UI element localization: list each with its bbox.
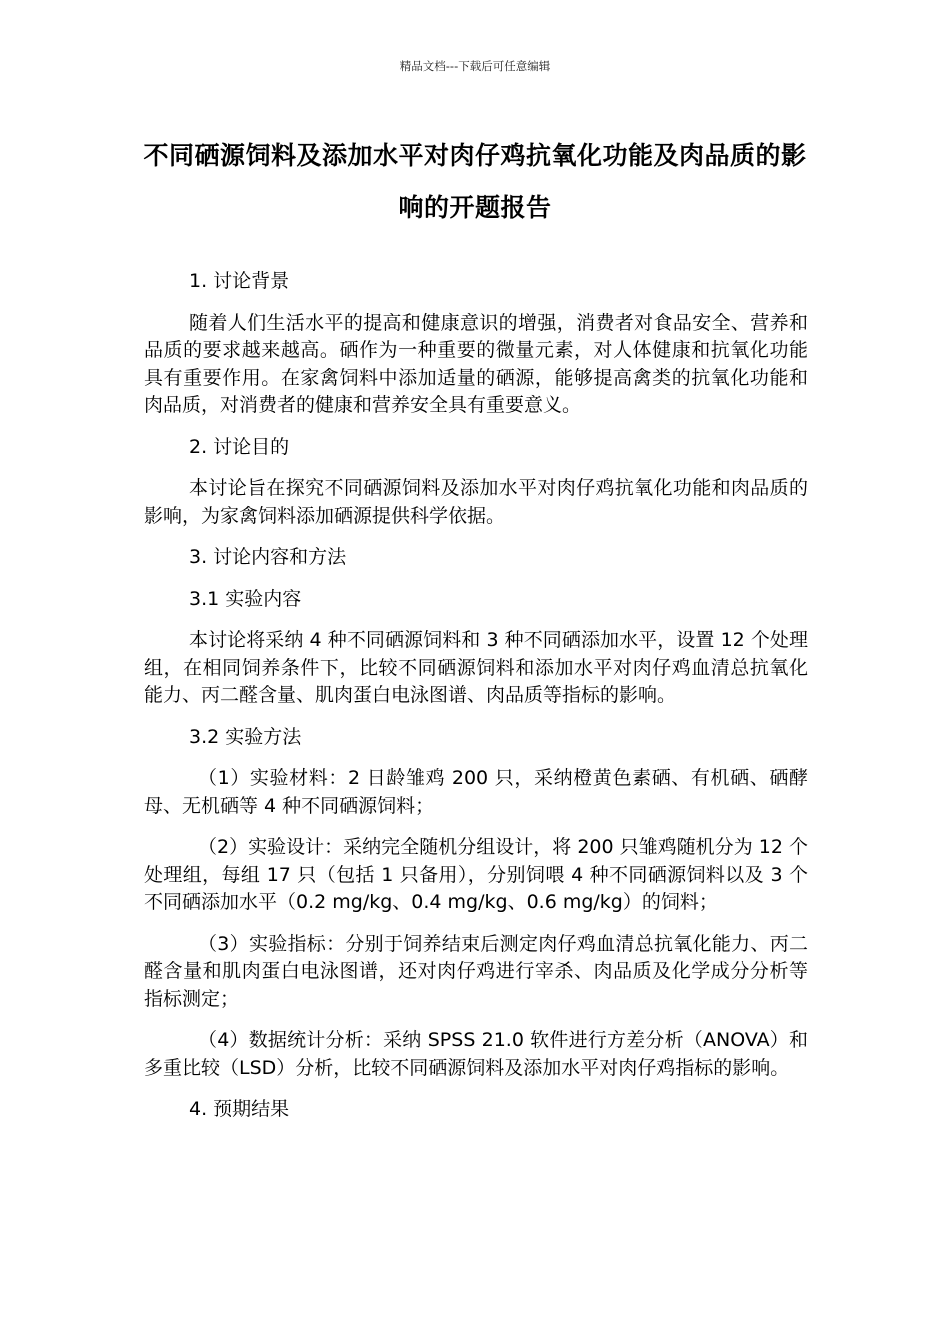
section-heading-background: 1. 讨论背景 — [189, 270, 290, 292]
section-heading-content-method: 3. 讨论内容和方法 — [189, 546, 347, 568]
document-title: 不同硒源饲料及添加水平对肉仔鸡抗氧化功能及肉品质的影响的开题报告 — [143, 141, 807, 222]
background-paragraph: 随着人们生活水平的提高和健康意识的增强，消费者对食品安全、营养和品质的要求越来越高。硒作为一种重要的微量元素，对人体健康和抗氧化功能具有重要作用。在家禽饲料中添加适量的硒源，能够提高禽类的抗氧化功能和肉品质，对消费者的健康和营养安全具有重要意义。 — [144, 311, 808, 416]
method-item-indicators: （3）实验指标：分别于饲养结束后测定肉仔鸡血清总抗氧化能力、丙二醛含量和肌肉蛋白电泳图谱，还对肉仔鸡进行宰杀、肉品质及化学成分分析等指标测定； — [144, 932, 808, 1010]
method-item-design: （2）实验设计：采纳完全随机分组设计，将 200 只雏鸡随机分为 12 个处理组，每组 17 只（包括 1 只备用），分别饲喂 4 种不同硒源饲料以及 3 个不同硒添加水平（0.2 mg/kg、0.4 mg/kg、0.6 mg/kg）的饲料； — [144, 836, 808, 913]
content-paragraph: 本讨论将采纳 4 种不同硒源饲料和 3 种不同硒添加水平，设置 12 个处理组，在相同饲养条件下，比较不同硒源饲料和添加水平对肉仔鸡血清总抗氧化能力、丙二醛含量、肌肉蛋白电泳图谱、肉品质等指标的影响。 — [144, 629, 808, 706]
section-heading-expected: 4. 预期结果 — [189, 1098, 290, 1120]
subsection-heading-content: 3.1 实验内容 — [189, 587, 302, 610]
method-item-materials: （1）实验材料：2 日龄雏鸡 200 只，采纳橙黄色素硒、有机硒、硒酵母、无机硒等 4 种不同硒源饲料； — [144, 767, 808, 817]
document-body — [144, 268, 808, 1138]
header-note: 精品文档---下载后可任意编辑 — [399, 59, 551, 73]
subsection-heading-method: 3.2 实验方法 — [189, 725, 302, 748]
section-heading-purpose: 2. 讨论目的 — [189, 435, 290, 458]
method-item-statistics: （4）数据统计分析：采纳 SPSS 21.0 软件进行方差分析（ANOVA）和多重比较（LSD）分析，比较不同硒源饲料及添加水平对肉仔鸡指标的影响。 — [144, 1029, 808, 1079]
purpose-paragraph: 本讨论旨在探究不同硒源饲料及添加水平对肉仔鸡抗氧化功能和肉品质的影响，为家禽饲料添加硒源提供科学依据。 — [144, 477, 808, 527]
